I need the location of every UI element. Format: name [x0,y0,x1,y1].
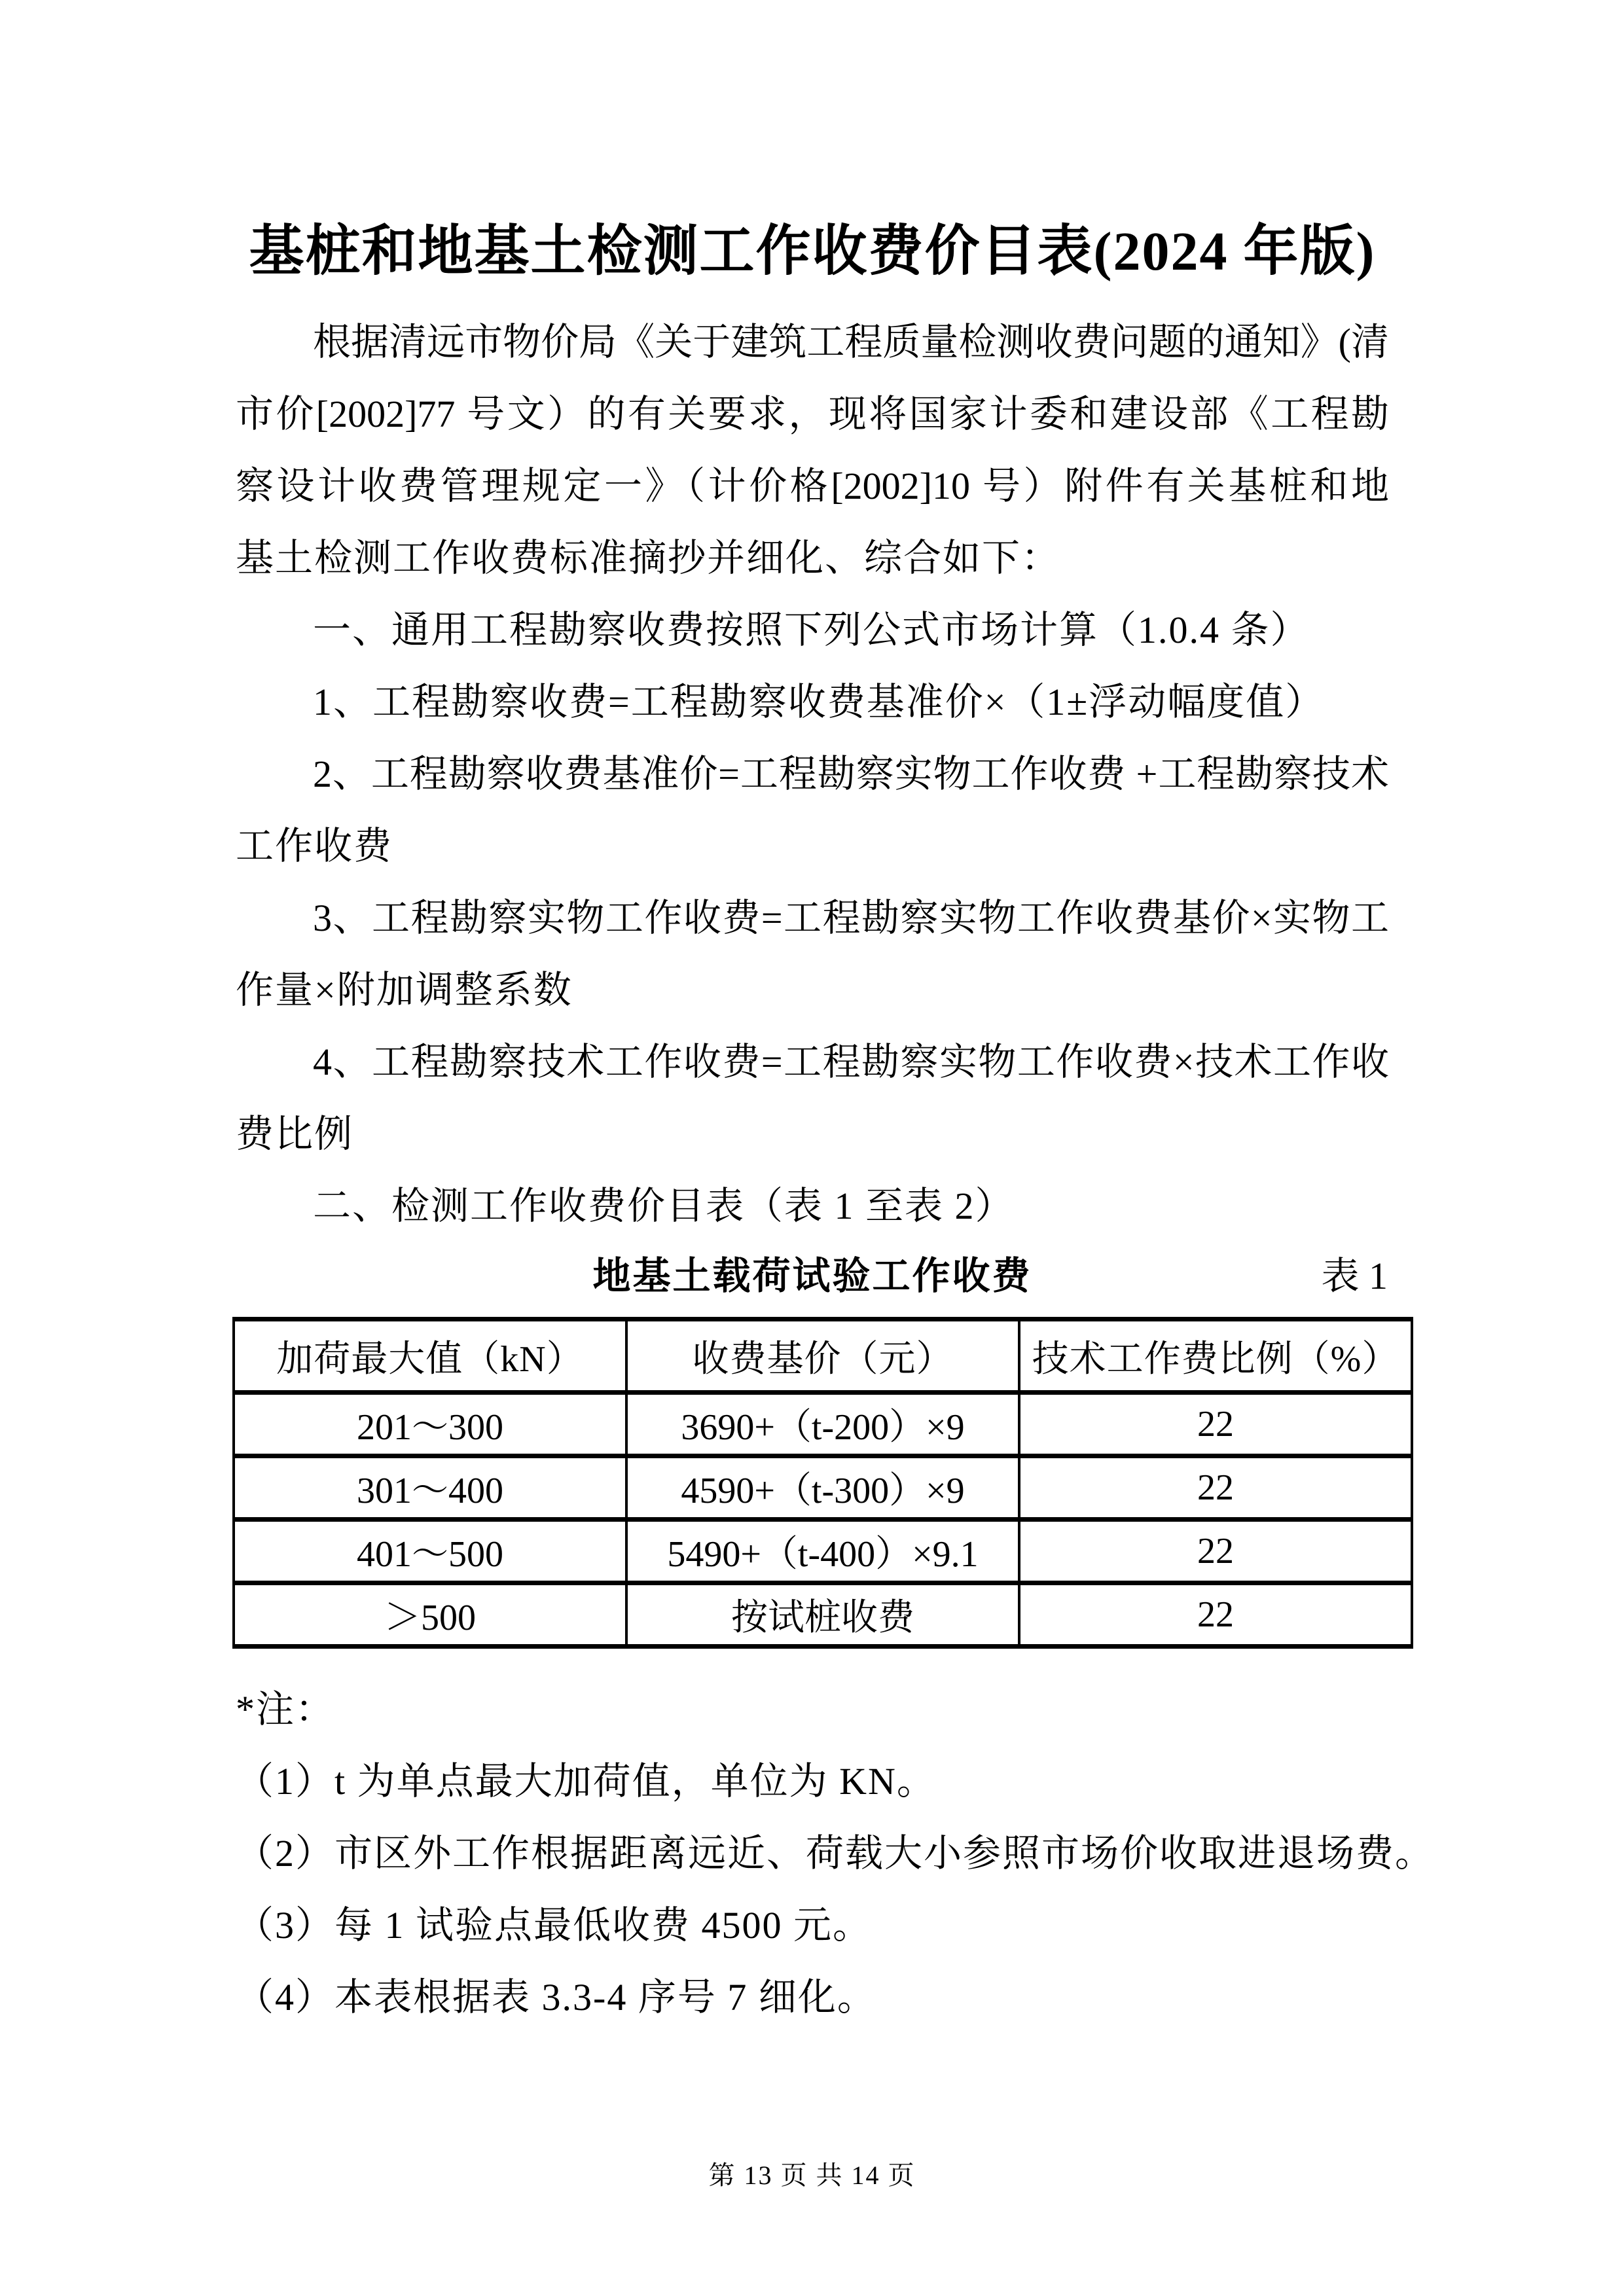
section-1-heading: 一、通用工程勘察收费按照下列公式市场计算（1.0.4 条） [313,609,1310,651]
cell-ratio-4: 22 [1019,1583,1412,1647]
cell-range-1: 201～300 [234,1393,626,1456]
paragraph-line-1: 根据清远市物价局《关于建筑工程质量检测收费问题的通知》(清 [313,321,1389,363]
formula-line-1: 1、工程勘察收费=工程勘察收费基准价×（1±浮动幅度值） [313,681,1325,723]
formula-line-2a: 2、工程勘察收费基准价=工程勘察实物工作收费 +工程勘察技术 [313,753,1389,795]
header-tech-ratio: 技术工作费比例（%） [1019,1319,1412,1393]
table-row [234,1520,1412,1583]
cell-range-2: 301～400 [234,1456,626,1520]
note-item-1: （1）t 为单点最大加荷值，单位为 KN。 [236,1760,936,1803]
paragraph-line-4: 基土检测工作收费标准摘抄并细化、综合如下： [236,537,1061,579]
table-caption: 地基土载荷试验工作收费 [592,1255,1032,1297]
body-paragraphs [236,306,1389,1242]
formula-line-4a: 4、工程勘察技术工作收费=工程勘察实物工作收费×技术工作收 [313,1041,1389,1083]
table-row [234,1583,1412,1647]
table-row [234,1393,1412,1456]
table-number-label: 表 1 [1321,1255,1388,1297]
cell-ratio-3: 22 [1019,1520,1412,1583]
note-item-3: （3）每 1 试验点最低收费 4500 元。 [236,1904,873,1946]
formula-line-3b: 作量×附加调整系数 [236,969,573,1011]
paragraph-line-2: 市价[2002]77 号文）的有关要求，现将国家计委和建设部《工程勘 [236,393,1389,435]
table-caption-row [236,1244,1389,1309]
cell-range-3: 401～500 [234,1520,626,1583]
cell-price-4: 按试桩收费 [626,1583,1019,1647]
header-max-load: 加荷最大值（kN） [234,1319,626,1393]
page-number-footer: 第 13 页 共 14 页 [708,2161,916,2190]
formula-line-2b: 工作收费 [236,825,393,867]
page-title: 基桩和地基土检测工作收费价目表(2024 年版) [249,221,1376,282]
cell-ratio-2: 22 [1019,1456,1412,1520]
cell-price-1: 3690+（t-200）×9 [626,1393,1019,1456]
table-row [234,1456,1412,1520]
formula-line-3a: 3、工程勘察实物工作收费=工程勘察实物工作收费基价×实物工 [313,897,1389,939]
paragraph-line-3: 察设计收费管理规定一》（计价格[2002]10 号）附件有关基桩和地 [236,465,1389,507]
formula-line-4b: 费比例 [236,1113,354,1155]
table-header-row [234,1319,1412,1393]
notes-section [236,1674,1435,2034]
cell-price-3: 5490+（t-400）×9.1 [626,1520,1019,1583]
cell-ratio-1: 22 [1019,1393,1412,1456]
note-item-2: （2）市区外工作根据距离远近、荷载大小参照市场价收取进退场费。 [236,1832,1435,1874]
note-item-4: （4）本表根据表 3.3-4 序号 7 细化。 [236,1976,876,2018]
header-base-price: 收费基价（元） [626,1319,1019,1393]
fee-table-body [234,1393,1412,1647]
notes-title: *注： [236,1688,335,1731]
fee-table [232,1317,1413,1649]
section-2-heading: 二、检测工作收费价目表（表 1 至表 2） [313,1185,1015,1227]
cell-price-2: 4590+（t-300）×9 [626,1456,1019,1520]
document-content [236,0,1435,2034]
fee-table-header [234,1319,1412,1393]
cell-range-4: ＞500 [234,1583,626,1647]
